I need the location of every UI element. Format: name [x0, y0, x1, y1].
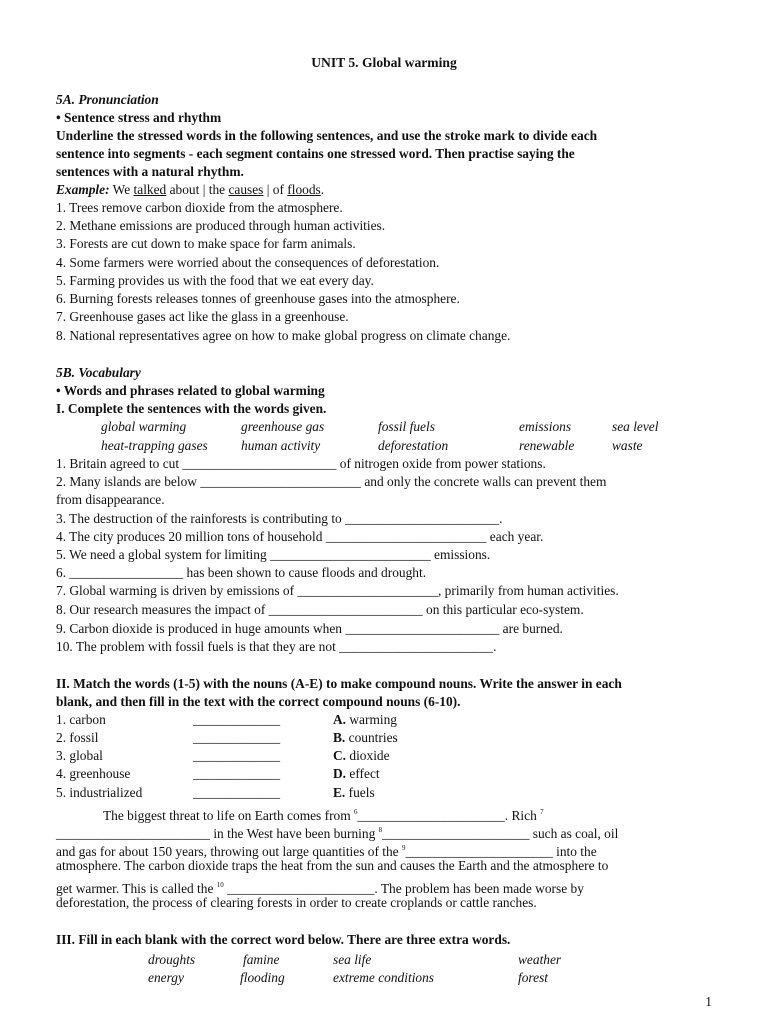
word-bank-item: emissions — [519, 419, 572, 434]
word-bank-item: sea level — [612, 419, 659, 434]
match-letter: E. — [333, 785, 346, 800]
exercise-item: 10. The problem with fossil fuels is that they are not _______________________. — [56, 639, 497, 654]
passage-line: deforestation, the process of clearing forests in order to create croplands or cattle ranches. — [56, 895, 537, 910]
word-bank-item: greenhouse gas — [241, 419, 325, 434]
match-right-item — [333, 765, 380, 783]
match-right-item — [333, 711, 397, 729]
blank-number: 10 — [216, 881, 224, 889]
page-number: 1 — [705, 994, 712, 1009]
exercise-item: 1. Britain agreed to cut _______________________ of nitrogen oxide from power stations. — [56, 456, 546, 471]
blank-number: 6 — [354, 808, 358, 816]
sentence-item: 3. Forests are cut down to make space for farm animals. — [56, 236, 356, 251]
fill-word: flooding — [240, 970, 285, 985]
sentence-item: 2. Methane emissions are produced through human activities. — [56, 218, 386, 233]
passage-text: and gas for about 150 years, throwing out large quantities of the — [56, 844, 402, 859]
match-right-item — [333, 784, 375, 802]
instruction-line: Underline the stressed words in the following sentences, and use the stroke mark to divide each — [56, 128, 598, 143]
exercise-item: from disappearance. — [56, 492, 165, 507]
exercise-item: 2. Many islands are below ________________________ and only the concrete walls can prevent them — [56, 474, 607, 489]
example-label: Example: — [56, 182, 110, 197]
passage-text: ______________________ into the — [405, 844, 597, 859]
part2-heading: II. Match the words (1-5) with the nouns (A-E) to make compound nouns. Write the answer in each — [56, 676, 622, 691]
match-noun: countries — [348, 730, 398, 745]
section-5a-subheading: • Sentence stress and rhythm — [56, 110, 222, 125]
sentence-item: 6. Burning forests releases tonnes of greenhouse gases into the atmosphere. — [56, 291, 460, 306]
match-noun: dioxide — [349, 748, 390, 763]
word-bank-item: human activity — [241, 438, 321, 453]
match-blank: _____________ — [193, 785, 281, 800]
fill-word: extreme conditions — [333, 970, 435, 985]
match-noun: warming — [349, 712, 397, 727]
passage-text: ______________________. Rich — [357, 808, 541, 823]
fill-word: droughts — [148, 952, 196, 967]
match-right-item — [333, 747, 390, 765]
passage-text: The biggest threat to life on Earth comes from — [103, 808, 354, 823]
match-left-item: 2. fossil — [56, 730, 99, 745]
match-letter: A. — [333, 712, 347, 727]
exercise-item: 8. Our research measures the impact of _______________________ on this particular eco-system. — [56, 602, 584, 617]
example-text: We — [112, 182, 134, 197]
instruction-line: sentence into segments - each segment contains one stressed word. Then practise saying the — [56, 146, 575, 161]
exercise-item: 7. Global warming is driven by emissions of _____________________, primarily from human activities. — [56, 583, 619, 598]
sentence-item: 5. Farming provides us with the food that we eat every day. — [56, 273, 374, 288]
exercise-item: 6. _________________ has been shown to cause floods and drought. — [56, 565, 427, 580]
passage-text: _______________________ in the West have been burning — [56, 826, 379, 841]
stressed-word: causes — [228, 182, 264, 197]
match-left-item: 4. greenhouse — [56, 766, 131, 781]
passage-text: ______________________ such as coal, oil — [382, 826, 619, 841]
fill-word: famine — [243, 952, 280, 967]
blank-number: 9 — [401, 844, 406, 852]
match-blank: _____________ — [193, 766, 281, 781]
section-5b-subheading: • Words and phrases related to global warming — [56, 383, 325, 398]
example-line — [56, 181, 324, 199]
match-letter: C. — [333, 748, 347, 763]
sentence-item: 1. Trees remove carbon dioxide from the atmosphere. — [56, 200, 343, 215]
sentence-item: 8. National representatives agree on how to make global progress on climate change. — [56, 328, 511, 343]
match-noun: fuels — [348, 785, 375, 800]
section-5b-heading: 5B. Vocabulary — [56, 365, 141, 380]
stressed-word: talked — [133, 182, 167, 197]
sentence-item: 4. Some farmers were worried about the consequences of deforestation. — [56, 255, 440, 270]
part1-heading: I. Complete the sentences with the words given. — [56, 401, 327, 416]
passage-text: get warmer. This is called the — [56, 881, 217, 896]
section-5a-heading: 5A. Pronunciation — [56, 92, 159, 107]
word-bank-item: deforestation — [378, 438, 449, 453]
match-blank: _____________ — [193, 712, 281, 727]
match-left-item: 1. carbon — [56, 712, 106, 727]
blank-number: 7 — [540, 808, 544, 816]
match-right-item — [333, 729, 398, 747]
part3-heading: III. Fill in each blank with the correct word below. There are three extra words. — [56, 932, 511, 947]
match-blank: _____________ — [193, 748, 281, 763]
fill-word: energy — [148, 970, 184, 985]
match-left-item: 5. industrialized — [56, 785, 143, 800]
fill-word: sea life — [333, 952, 372, 967]
part2-heading: blank, and then fill in the text with the correct compound nouns (6-10). — [56, 694, 461, 709]
example-text: | of — [263, 182, 288, 197]
match-letter: B. — [333, 730, 346, 745]
word-bank-item: fossil fuels — [378, 419, 435, 434]
instruction-line: sentences with a natural rhythm. — [56, 164, 244, 179]
blank-number: 8 — [378, 826, 383, 834]
sentence-item: 7. Greenhouse gases act like the glass in a greenhouse. — [56, 309, 349, 324]
fill-word: weather — [518, 952, 562, 967]
match-letter: D. — [333, 766, 347, 781]
exercise-item: 3. The destruction of the rainforests is contributing to _______________________. — [56, 511, 503, 526]
example-text: about | the — [166, 182, 229, 197]
word-bank-item: renewable — [519, 438, 575, 453]
page-title: UNIT 5. Global warming — [311, 55, 457, 70]
example-text: . — [320, 182, 325, 197]
word-bank-item: waste — [612, 438, 643, 453]
fill-word: forest — [518, 970, 549, 985]
word-bank-item: global warming — [101, 419, 187, 434]
match-left-item: 3. global — [56, 748, 103, 763]
passage-text: ______________________. The problem has been made worse by — [223, 881, 584, 896]
exercise-item: 5. We need a global system for limiting ________________________ emissions. — [56, 547, 491, 562]
exercise-item: 4. The city produces 20 million tons of household ________________________ each year. — [56, 529, 544, 544]
exercise-item: 9. Carbon dioxide is produced in huge amounts when _______________________ are burned. — [56, 621, 563, 636]
match-blank: _____________ — [193, 730, 281, 745]
stressed-word: floods — [287, 182, 321, 197]
passage-line: atmosphere. The carbon dioxide traps the heat from the sun and causes the Earth and the atmosphere to — [56, 858, 609, 873]
word-bank-item: heat-trapping gases — [101, 438, 208, 453]
match-noun: effect — [349, 766, 380, 781]
